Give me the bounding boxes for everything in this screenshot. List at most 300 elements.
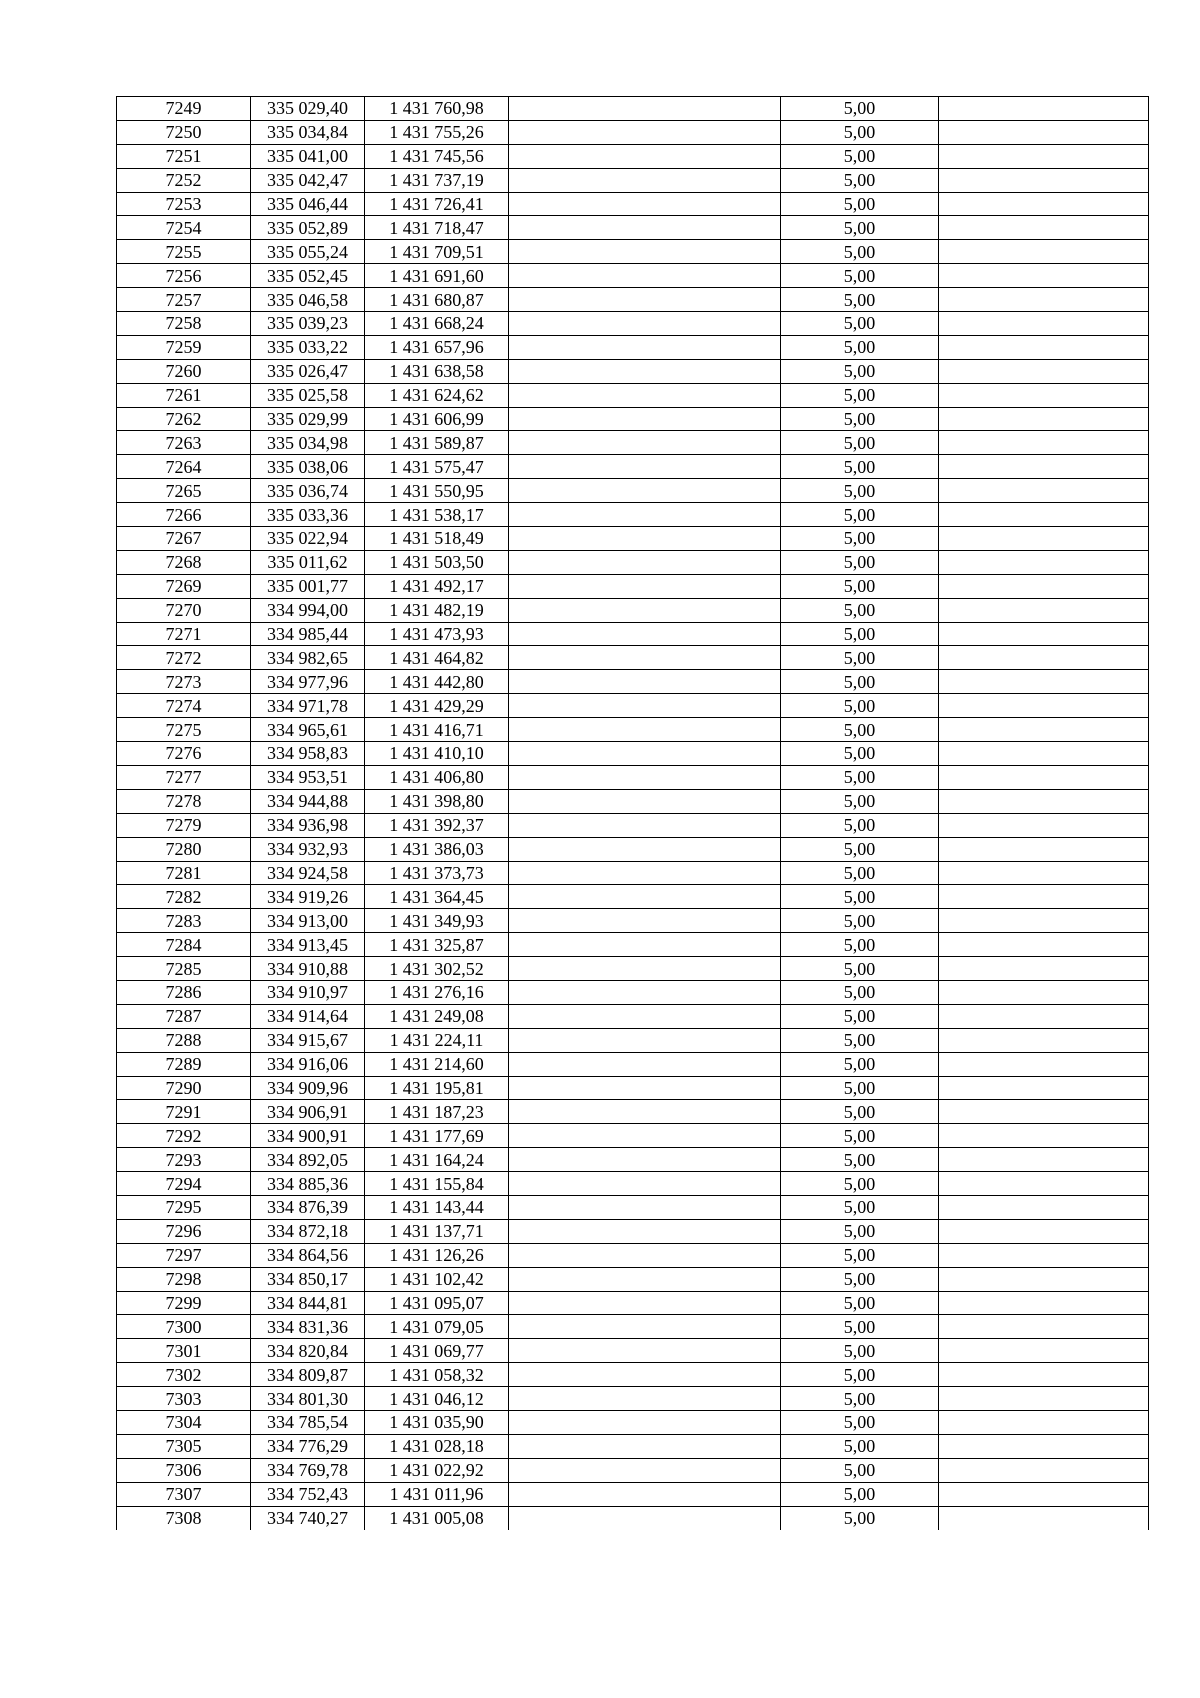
accuracy-cell: 5,00 [781, 120, 939, 144]
y-coordinate-cell: 1 431 011,96 [365, 1482, 509, 1506]
empty-cell [939, 598, 1149, 622]
table-row [117, 670, 1149, 694]
table-row [117, 1434, 1149, 1458]
table-row [117, 216, 1149, 240]
point-number-cell: 7273 [117, 670, 251, 694]
empty-cell [509, 503, 781, 527]
empty-cell [939, 1339, 1149, 1363]
empty-cell [509, 144, 781, 168]
point-number-cell: 7281 [117, 861, 251, 885]
empty-cell [939, 1243, 1149, 1267]
empty-cell [939, 765, 1149, 789]
y-coordinate-cell: 1 431 386,03 [365, 837, 509, 861]
empty-cell [509, 1052, 781, 1076]
point-number-cell: 7276 [117, 742, 251, 766]
empty-cell [509, 1267, 781, 1291]
y-coordinate-cell: 1 431 155,84 [365, 1172, 509, 1196]
y-coordinate-cell: 1 431 589,87 [365, 431, 509, 455]
x-coordinate-cell: 334 985,44 [251, 622, 365, 646]
table-row [117, 646, 1149, 670]
x-coordinate-cell: 334 944,88 [251, 789, 365, 813]
empty-cell [939, 383, 1149, 407]
empty-cell [939, 1434, 1149, 1458]
empty-cell [509, 1410, 781, 1434]
y-coordinate-cell: 1 431 249,08 [365, 1004, 509, 1028]
y-coordinate-cell: 1 431 538,17 [365, 503, 509, 527]
empty-cell [509, 1291, 781, 1315]
accuracy-cell: 5,00 [781, 479, 939, 503]
table-row [117, 550, 1149, 574]
empty-cell [939, 861, 1149, 885]
y-coordinate-cell: 1 431 058,32 [365, 1363, 509, 1387]
x-coordinate-cell: 335 046,58 [251, 288, 365, 312]
table-row [117, 455, 1149, 479]
empty-cell [509, 1148, 781, 1172]
accuracy-cell: 5,00 [781, 192, 939, 216]
point-number-cell: 7272 [117, 646, 251, 670]
table-row [117, 383, 1149, 407]
x-coordinate-cell: 335 011,62 [251, 550, 365, 574]
accuracy-cell: 5,00 [781, 980, 939, 1004]
table-row [117, 1028, 1149, 1052]
empty-cell [939, 1195, 1149, 1219]
point-number-cell: 7286 [117, 980, 251, 1004]
y-coordinate-cell: 1 431 022,92 [365, 1458, 509, 1482]
accuracy-cell: 5,00 [781, 622, 939, 646]
point-number-cell: 7265 [117, 479, 251, 503]
empty-cell [509, 288, 781, 312]
empty-cell [509, 1219, 781, 1243]
empty-cell [509, 455, 781, 479]
empty-cell [939, 455, 1149, 479]
accuracy-cell: 5,00 [781, 670, 939, 694]
empty-cell [939, 264, 1149, 288]
accuracy-cell: 5,00 [781, 742, 939, 766]
y-coordinate-cell: 1 431 364,45 [365, 885, 509, 909]
accuracy-cell: 5,00 [781, 1124, 939, 1148]
point-number-cell: 7285 [117, 957, 251, 981]
empty-cell [509, 431, 781, 455]
x-coordinate-cell: 334 906,91 [251, 1100, 365, 1124]
y-coordinate-cell: 1 431 028,18 [365, 1434, 509, 1458]
table-row [117, 1076, 1149, 1100]
empty-cell [939, 1004, 1149, 1028]
table-row [117, 335, 1149, 359]
empty-cell [509, 120, 781, 144]
empty-cell [509, 335, 781, 359]
x-coordinate-cell: 334 910,88 [251, 957, 365, 981]
empty-cell [509, 312, 781, 336]
empty-cell [509, 933, 781, 957]
y-coordinate-cell: 1 431 442,80 [365, 670, 509, 694]
empty-cell [509, 1434, 781, 1458]
table-row [117, 264, 1149, 288]
accuracy-cell: 5,00 [781, 1434, 939, 1458]
empty-cell [939, 980, 1149, 1004]
x-coordinate-cell: 334 915,67 [251, 1028, 365, 1052]
point-number-cell: 7254 [117, 216, 251, 240]
y-coordinate-cell: 1 431 503,50 [365, 550, 509, 574]
table-row [117, 1124, 1149, 1148]
empty-cell [939, 1052, 1149, 1076]
y-coordinate-cell: 1 431 575,47 [365, 455, 509, 479]
point-number-cell: 7274 [117, 694, 251, 718]
accuracy-cell: 5,00 [781, 1267, 939, 1291]
accuracy-cell: 5,00 [781, 933, 939, 957]
empty-cell [939, 1148, 1149, 1172]
y-coordinate-cell: 1 431 325,87 [365, 933, 509, 957]
y-coordinate-cell: 1 431 079,05 [365, 1315, 509, 1339]
y-coordinate-cell: 1 431 638,58 [365, 359, 509, 383]
y-coordinate-cell: 1 431 737,19 [365, 168, 509, 192]
empty-cell [509, 359, 781, 383]
accuracy-cell: 5,00 [781, 646, 939, 670]
empty-cell [509, 1506, 781, 1530]
y-coordinate-cell: 1 431 709,51 [365, 240, 509, 264]
point-number-cell: 7297 [117, 1243, 251, 1267]
accuracy-cell: 5,00 [781, 1028, 939, 1052]
table-row [117, 1267, 1149, 1291]
table-row [117, 1219, 1149, 1243]
point-number-cell: 7284 [117, 933, 251, 957]
empty-cell [939, 646, 1149, 670]
table-row [117, 431, 1149, 455]
y-coordinate-cell: 1 431 102,42 [365, 1267, 509, 1291]
empty-cell [939, 933, 1149, 957]
empty-cell [939, 1076, 1149, 1100]
empty-cell [509, 765, 781, 789]
y-coordinate-cell: 1 431 187,23 [365, 1100, 509, 1124]
point-number-cell: 7253 [117, 192, 251, 216]
y-coordinate-cell: 1 431 276,16 [365, 980, 509, 1004]
point-number-cell: 7307 [117, 1482, 251, 1506]
x-coordinate-cell: 334 876,39 [251, 1195, 365, 1219]
empty-cell [939, 431, 1149, 455]
empty-cell [939, 120, 1149, 144]
table-row [117, 1052, 1149, 1076]
y-coordinate-cell: 1 431 398,80 [365, 789, 509, 813]
accuracy-cell: 5,00 [781, 1339, 939, 1363]
x-coordinate-cell: 334 831,36 [251, 1315, 365, 1339]
x-coordinate-cell: 334 801,30 [251, 1387, 365, 1411]
empty-cell [939, 97, 1149, 121]
point-number-cell: 7293 [117, 1148, 251, 1172]
accuracy-cell: 5,00 [781, 1482, 939, 1506]
y-coordinate-cell: 1 431 691,60 [365, 264, 509, 288]
point-number-cell: 7278 [117, 789, 251, 813]
empty-cell [939, 1410, 1149, 1434]
empty-cell [939, 359, 1149, 383]
table-row [117, 1195, 1149, 1219]
y-coordinate-cell: 1 431 126,26 [365, 1243, 509, 1267]
point-number-cell: 7299 [117, 1291, 251, 1315]
x-coordinate-cell: 335 001,77 [251, 574, 365, 598]
x-coordinate-cell: 334 909,96 [251, 1076, 365, 1100]
x-coordinate-cell: 335 038,06 [251, 455, 365, 479]
accuracy-cell: 5,00 [781, 1219, 939, 1243]
table-row [117, 1339, 1149, 1363]
empty-cell [939, 1458, 1149, 1482]
table-row [117, 168, 1149, 192]
point-number-cell: 7264 [117, 455, 251, 479]
empty-cell [509, 646, 781, 670]
y-coordinate-cell: 1 431 755,26 [365, 120, 509, 144]
table-row [117, 837, 1149, 861]
table-row [117, 240, 1149, 264]
y-coordinate-cell: 1 431 035,90 [365, 1410, 509, 1434]
empty-cell [509, 885, 781, 909]
point-number-cell: 7261 [117, 383, 251, 407]
empty-cell [509, 527, 781, 551]
x-coordinate-cell: 334 769,78 [251, 1458, 365, 1482]
x-coordinate-cell: 334 785,54 [251, 1410, 365, 1434]
table-row [117, 1363, 1149, 1387]
x-coordinate-cell: 334 864,56 [251, 1243, 365, 1267]
accuracy-cell: 5,00 [781, 718, 939, 742]
empty-cell [939, 670, 1149, 694]
table-row [117, 1387, 1149, 1411]
empty-cell [939, 622, 1149, 646]
x-coordinate-cell: 334 971,78 [251, 694, 365, 718]
table-row [117, 1410, 1149, 1434]
point-number-cell: 7290 [117, 1076, 251, 1100]
accuracy-cell: 5,00 [781, 264, 939, 288]
empty-cell [509, 622, 781, 646]
empty-cell [509, 1387, 781, 1411]
x-coordinate-cell: 334 892,05 [251, 1148, 365, 1172]
x-coordinate-cell: 334 740,27 [251, 1506, 365, 1530]
accuracy-cell: 5,00 [781, 240, 939, 264]
x-coordinate-cell: 335 042,47 [251, 168, 365, 192]
empty-cell [939, 192, 1149, 216]
point-number-cell: 7263 [117, 431, 251, 455]
accuracy-cell: 5,00 [781, 909, 939, 933]
empty-cell [509, 1100, 781, 1124]
point-number-cell: 7271 [117, 622, 251, 646]
empty-cell [939, 1291, 1149, 1315]
table-row [117, 622, 1149, 646]
y-coordinate-cell: 1 431 429,29 [365, 694, 509, 718]
point-number-cell: 7267 [117, 527, 251, 551]
point-number-cell: 7280 [117, 837, 251, 861]
y-coordinate-cell: 1 431 214,60 [365, 1052, 509, 1076]
empty-cell [939, 479, 1149, 503]
x-coordinate-cell: 334 820,84 [251, 1339, 365, 1363]
accuracy-cell: 5,00 [781, 789, 939, 813]
empty-cell [939, 1506, 1149, 1530]
table-row [117, 312, 1149, 336]
point-number-cell: 7251 [117, 144, 251, 168]
x-coordinate-cell: 334 844,81 [251, 1291, 365, 1315]
x-coordinate-cell: 334 885,36 [251, 1172, 365, 1196]
point-number-cell: 7305 [117, 1434, 251, 1458]
accuracy-cell: 5,00 [781, 957, 939, 981]
x-coordinate-cell: 334 932,93 [251, 837, 365, 861]
y-coordinate-cell: 1 431 069,77 [365, 1339, 509, 1363]
table-row [117, 97, 1149, 121]
point-number-cell: 7277 [117, 765, 251, 789]
point-number-cell: 7282 [117, 885, 251, 909]
accuracy-cell: 5,00 [781, 1410, 939, 1434]
accuracy-cell: 5,00 [781, 1315, 939, 1339]
empty-cell [939, 1315, 1149, 1339]
accuracy-cell: 5,00 [781, 431, 939, 455]
point-number-cell: 7269 [117, 574, 251, 598]
table-row [117, 479, 1149, 503]
point-number-cell: 7250 [117, 120, 251, 144]
x-coordinate-cell: 334 953,51 [251, 765, 365, 789]
x-coordinate-cell: 335 039,23 [251, 312, 365, 336]
accuracy-cell: 5,00 [781, 837, 939, 861]
coordinates-table [116, 96, 1149, 1530]
y-coordinate-cell: 1 431 606,99 [365, 407, 509, 431]
point-number-cell: 7296 [117, 1219, 251, 1243]
table-row [117, 1458, 1149, 1482]
empty-cell [509, 1458, 781, 1482]
point-number-cell: 7304 [117, 1410, 251, 1434]
x-coordinate-cell: 335 036,74 [251, 479, 365, 503]
point-number-cell: 7275 [117, 718, 251, 742]
y-coordinate-cell: 1 431 760,98 [365, 97, 509, 121]
empty-cell [509, 1004, 781, 1028]
table-row [117, 1315, 1149, 1339]
y-coordinate-cell: 1 431 046,12 [365, 1387, 509, 1411]
x-coordinate-cell: 335 046,44 [251, 192, 365, 216]
x-coordinate-cell: 334 919,26 [251, 885, 365, 909]
empty-cell [939, 550, 1149, 574]
point-number-cell: 7266 [117, 503, 251, 527]
point-number-cell: 7256 [117, 264, 251, 288]
x-coordinate-cell: 334 872,18 [251, 1219, 365, 1243]
empty-cell [939, 1124, 1149, 1148]
y-coordinate-cell: 1 431 726,41 [365, 192, 509, 216]
y-coordinate-cell: 1 431 224,11 [365, 1028, 509, 1052]
empty-cell [939, 837, 1149, 861]
accuracy-cell: 5,00 [781, 1506, 939, 1530]
empty-cell [509, 1028, 781, 1052]
y-coordinate-cell: 1 431 416,71 [365, 718, 509, 742]
empty-cell [509, 383, 781, 407]
table-row [117, 288, 1149, 312]
accuracy-cell: 5,00 [781, 1387, 939, 1411]
empty-cell [509, 1076, 781, 1100]
point-number-cell: 7268 [117, 550, 251, 574]
accuracy-cell: 5,00 [781, 335, 939, 359]
y-coordinate-cell: 1 431 410,10 [365, 742, 509, 766]
accuracy-cell: 5,00 [781, 1172, 939, 1196]
empty-cell [509, 479, 781, 503]
accuracy-cell: 5,00 [781, 312, 939, 336]
table-row [117, 144, 1149, 168]
accuracy-cell: 5,00 [781, 885, 939, 909]
x-coordinate-cell: 334 900,91 [251, 1124, 365, 1148]
empty-cell [939, 335, 1149, 359]
table-row [117, 694, 1149, 718]
point-number-cell: 7303 [117, 1387, 251, 1411]
point-number-cell: 7279 [117, 813, 251, 837]
table-row [117, 933, 1149, 957]
y-coordinate-cell: 1 431 195,81 [365, 1076, 509, 1100]
point-number-cell: 7291 [117, 1100, 251, 1124]
empty-cell [509, 718, 781, 742]
table-row [117, 909, 1149, 933]
empty-cell [509, 813, 781, 837]
x-coordinate-cell: 334 776,29 [251, 1434, 365, 1458]
table-row [117, 765, 1149, 789]
empty-cell [509, 694, 781, 718]
y-coordinate-cell: 1 431 373,73 [365, 861, 509, 885]
accuracy-cell: 5,00 [781, 359, 939, 383]
accuracy-cell: 5,00 [781, 574, 939, 598]
point-number-cell: 7255 [117, 240, 251, 264]
x-coordinate-cell: 334 936,98 [251, 813, 365, 837]
table-row [117, 861, 1149, 885]
y-coordinate-cell: 1 431 668,24 [365, 312, 509, 336]
point-number-cell: 7288 [117, 1028, 251, 1052]
empty-cell [939, 885, 1149, 909]
x-coordinate-cell: 334 809,87 [251, 1363, 365, 1387]
table-row [117, 527, 1149, 551]
point-number-cell: 7258 [117, 312, 251, 336]
empty-cell [509, 1363, 781, 1387]
point-number-cell: 7289 [117, 1052, 251, 1076]
accuracy-cell: 5,00 [781, 144, 939, 168]
table-row [117, 1172, 1149, 1196]
empty-cell [939, 1028, 1149, 1052]
empty-cell [939, 503, 1149, 527]
y-coordinate-cell: 1 431 718,47 [365, 216, 509, 240]
y-coordinate-cell: 1 431 657,96 [365, 335, 509, 359]
x-coordinate-cell: 335 052,45 [251, 264, 365, 288]
y-coordinate-cell: 1 431 482,19 [365, 598, 509, 622]
table-row [117, 359, 1149, 383]
accuracy-cell: 5,00 [781, 1195, 939, 1219]
empty-cell [509, 407, 781, 431]
empty-cell [939, 813, 1149, 837]
point-number-cell: 7262 [117, 407, 251, 431]
x-coordinate-cell: 335 029,99 [251, 407, 365, 431]
empty-cell [939, 1267, 1149, 1291]
table-row [117, 1482, 1149, 1506]
empty-cell [509, 1315, 781, 1339]
empty-cell [939, 288, 1149, 312]
x-coordinate-cell: 335 033,22 [251, 335, 365, 359]
accuracy-cell: 5,00 [781, 1458, 939, 1482]
x-coordinate-cell: 335 034,98 [251, 431, 365, 455]
x-coordinate-cell: 335 055,24 [251, 240, 365, 264]
point-number-cell: 7260 [117, 359, 251, 383]
table-row [117, 192, 1149, 216]
x-coordinate-cell: 334 914,64 [251, 1004, 365, 1028]
accuracy-cell: 5,00 [781, 813, 939, 837]
empty-cell [509, 837, 781, 861]
accuracy-cell: 5,00 [781, 527, 939, 551]
point-number-cell: 7298 [117, 1267, 251, 1291]
x-coordinate-cell: 334 916,06 [251, 1052, 365, 1076]
accuracy-cell: 5,00 [781, 1148, 939, 1172]
empty-cell [939, 718, 1149, 742]
point-number-cell: 7270 [117, 598, 251, 622]
empty-cell [939, 144, 1149, 168]
point-number-cell: 7300 [117, 1315, 251, 1339]
accuracy-cell: 5,00 [781, 1243, 939, 1267]
empty-cell [939, 742, 1149, 766]
x-coordinate-cell: 334 994,00 [251, 598, 365, 622]
y-coordinate-cell: 1 431 137,71 [365, 1219, 509, 1243]
empty-cell [939, 312, 1149, 336]
empty-cell [939, 1172, 1149, 1196]
accuracy-cell: 5,00 [781, 861, 939, 885]
